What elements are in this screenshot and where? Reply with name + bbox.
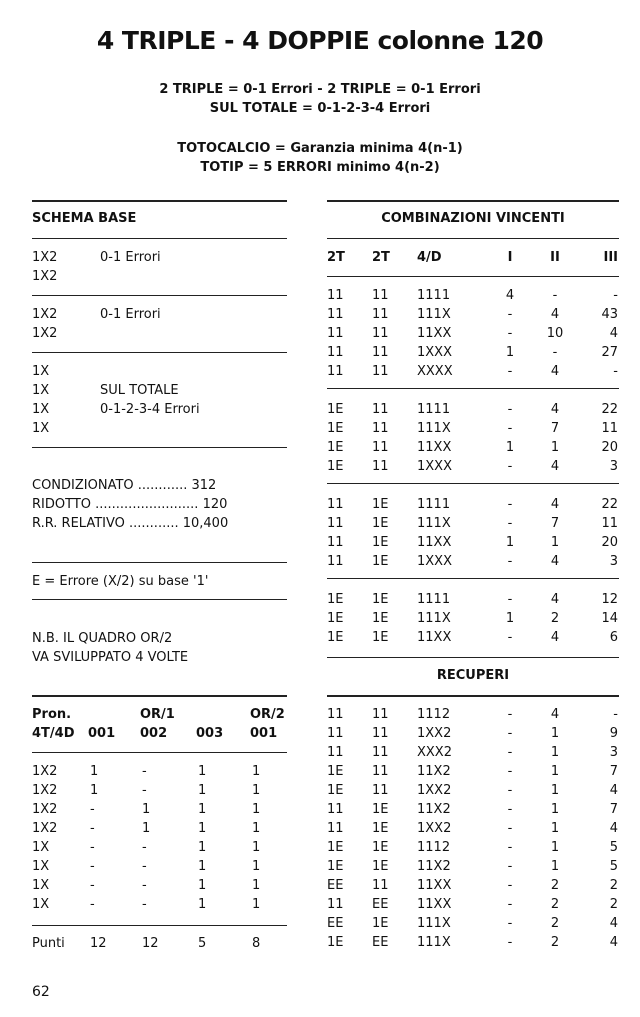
pron-cell: 1	[198, 821, 207, 836]
comb-cell: 3	[609, 459, 618, 474]
recupero-cell: -	[507, 935, 513, 950]
stat-rr-relativo: R.R. RELATIVO ............ 10,400	[32, 516, 229, 531]
comb-cell: 11	[327, 288, 344, 303]
comb-colhead: 2T	[327, 250, 345, 265]
comb-cell: -	[507, 592, 513, 607]
recupero-cell: 1XX2	[417, 726, 452, 741]
pron-row-label: 1X	[32, 859, 50, 874]
pron-cell: 1	[252, 802, 261, 817]
recupero-cell: 5	[609, 840, 618, 855]
comb-cell: 1E	[327, 402, 344, 417]
divider	[327, 238, 619, 239]
comb-cell: 1111	[417, 497, 451, 512]
comb-cell: -	[507, 516, 513, 531]
comb-colhead: 4/D	[417, 250, 442, 265]
recupero-cell: -	[507, 916, 513, 931]
comb-cell: 1111	[417, 592, 451, 607]
comb-cell: 1	[505, 535, 515, 550]
recupero-cell: 1E	[372, 859, 389, 874]
recupero-cell: 11	[327, 745, 344, 760]
recupero-cell: 1E	[372, 802, 389, 817]
pron-row-label: 1X2	[32, 783, 58, 798]
recupero-cell: 4	[609, 916, 618, 931]
recupero-cell: EE	[372, 897, 389, 912]
pron-cell: 1	[252, 821, 261, 836]
comb-colhead: I	[507, 250, 513, 265]
recupero-cell: 2	[550, 897, 560, 912]
pron-cell: 1	[142, 802, 151, 817]
divider	[327, 657, 619, 658]
divider	[32, 238, 287, 239]
pron-row-label: 1X2	[32, 764, 58, 779]
comb-cell: 11	[601, 516, 618, 531]
pron-row-label: 1X	[32, 897, 50, 912]
comb-cell: 1	[505, 440, 515, 455]
recupero-cell: 11X2	[417, 764, 451, 779]
recupero-cell: 2	[550, 935, 560, 950]
pron-cell: -	[142, 764, 147, 779]
divider	[32, 200, 287, 202]
recupero-cell: 7	[609, 764, 618, 779]
recupero-cell: 5	[609, 859, 618, 874]
comb-cell: 11	[327, 345, 344, 360]
recupero-cell: 11	[327, 802, 344, 817]
recupero-cell: 11	[327, 726, 344, 741]
recupero-cell: 11	[327, 707, 344, 722]
comb-colhead: III	[603, 250, 618, 265]
comb-cell: 1E	[372, 630, 389, 645]
comb-cell: 1E	[327, 592, 344, 607]
comb-cell: 11	[327, 516, 344, 531]
recupero-cell: 11X2	[417, 859, 451, 874]
punti-cell: 5	[198, 936, 207, 951]
comb-cell: 1E	[372, 497, 389, 512]
schema-header: SCHEMA BASE	[32, 211, 137, 226]
comb-header: COMBINAZIONI VINCENTI	[381, 211, 565, 226]
recuperi-header: RECUPERI	[436, 668, 510, 683]
punti-label: Punti	[32, 936, 65, 951]
pron-row-label: 1X2	[32, 802, 58, 817]
or1-head: OR/1	[140, 707, 175, 722]
comb-cell: 1E	[327, 421, 344, 436]
recupero-cell: 11	[372, 726, 389, 741]
comb-cell: 11	[372, 326, 389, 341]
pron-row-label: 1X	[32, 840, 50, 855]
pron-cell: 1	[252, 783, 261, 798]
recupero-cell: 11XX	[417, 897, 452, 912]
recupero-cell: 1	[550, 764, 560, 779]
comb-cell: 6	[609, 630, 618, 645]
recupero-cell: 1E	[327, 859, 344, 874]
recupero-cell: 11XX	[417, 878, 452, 893]
pron-cell: 1	[198, 897, 207, 912]
comb-cell: 1XXX	[417, 345, 452, 360]
comb-cell: -	[507, 630, 513, 645]
comb-cell: 11	[372, 459, 389, 474]
pron-cell: 1	[90, 764, 99, 779]
subtitle-line-2: SUL TOTALE = 0-1-2-3-4 Errori	[209, 101, 431, 116]
recupero-cell: 1	[550, 802, 560, 817]
pron-colhead: 001	[88, 726, 116, 741]
pron-cell: -	[90, 821, 95, 836]
nb-line: N.B. IL QUADRO OR/2	[32, 631, 173, 646]
comb-cell: 1E	[372, 554, 389, 569]
recupero-cell: 1E	[327, 764, 344, 779]
recupero-cell: -	[507, 821, 513, 836]
comb-cell: 1E	[327, 630, 344, 645]
comb-cell: 4	[505, 288, 515, 303]
pron-cell: -	[142, 783, 147, 798]
divider	[327, 578, 619, 579]
recupero-cell: -	[507, 707, 513, 722]
comb-cell: 1111	[417, 288, 451, 303]
comb-cell: 111X	[417, 421, 451, 436]
schema-note: 0-1 Errori	[100, 307, 161, 322]
pron-cell: -	[142, 897, 147, 912]
divider	[327, 276, 619, 277]
comb-cell: 1E	[372, 611, 389, 626]
recupero-cell: 1112	[417, 707, 451, 722]
pron-colhead: 4T/4D	[32, 726, 75, 741]
recupero-cell: 11	[372, 745, 389, 760]
punti-cell: 12	[90, 936, 107, 951]
recupero-cell: 4	[609, 821, 618, 836]
nb-line: VA SVILUPPATO 4 VOLTE	[32, 650, 189, 665]
comb-cell: -	[507, 554, 513, 569]
recupero-cell: 2	[550, 916, 560, 931]
recupero-cell: -	[507, 783, 513, 798]
comb-cell: 1XXX	[417, 459, 452, 474]
page-title: 4 TRIPLE - 4 DOPPIE colonne 120	[96, 26, 544, 55]
recupero-cell: 1XX2	[417, 821, 452, 836]
comb-cell: 4	[550, 497, 560, 512]
stat-condizionato: CONDIZIONATO ............ 312	[32, 478, 217, 493]
comb-cell: 11XX	[417, 440, 452, 455]
divider	[32, 562, 287, 563]
recupero-cell: 1	[550, 821, 560, 836]
schema-row: 1X2	[32, 250, 58, 265]
pron-cell: 1	[198, 840, 207, 855]
schema-row: 1X	[32, 364, 50, 379]
recupero-cell: 1E	[327, 935, 344, 950]
comb-cell: 43	[601, 307, 618, 322]
comb-cell: 20	[601, 535, 618, 550]
pron-colhead: 001	[250, 726, 278, 741]
schema-row: 1X	[32, 421, 50, 436]
recupero-cell: 2	[550, 878, 560, 893]
divider	[32, 295, 287, 296]
comb-cell: 11XX	[417, 326, 452, 341]
comb-cell: 7	[550, 421, 560, 436]
recupero-cell: -	[507, 726, 513, 741]
comb-cell: 1E	[372, 535, 389, 550]
subtitle-line-3: TOTOCALCIO = Garanzia minima 4(n-1)	[177, 141, 463, 156]
recupero-cell: 11	[372, 764, 389, 779]
comb-cell: 4	[550, 307, 560, 322]
recupero-cell: 1E	[372, 840, 389, 855]
comb-cell: 3	[609, 554, 618, 569]
recupero-cell: 9	[609, 726, 618, 741]
comb-cell: -	[613, 288, 618, 303]
pron-cell: 1	[198, 878, 207, 893]
recupero-cell: 1112	[417, 840, 451, 855]
comb-cell: 10	[546, 326, 564, 341]
comb-cell: 11	[372, 307, 389, 322]
comb-cell: 1E	[372, 516, 389, 531]
comb-cell: 22	[601, 497, 618, 512]
comb-cell: 111X	[417, 307, 451, 322]
comb-cell: 11	[327, 326, 344, 341]
recupero-cell: 11	[372, 707, 389, 722]
schema-note: 0-1-2-3-4 Errori	[100, 402, 200, 417]
comb-cell: -	[507, 497, 513, 512]
comb-cell: 1E	[372, 592, 389, 607]
subtitle-line-4: TOTIP = 5 ERRORI minimo 4(n-2)	[200, 160, 440, 175]
comb-cell: 7	[550, 516, 560, 531]
comb-cell: 11	[327, 364, 344, 379]
comb-cell: -	[507, 421, 513, 436]
comb-cell: 1	[550, 440, 560, 455]
recupero-cell: 111X	[417, 916, 451, 931]
pron-cell: -	[142, 859, 147, 874]
divider	[327, 695, 619, 697]
recupero-cell: 1	[550, 726, 560, 741]
pron-cell: -	[142, 878, 147, 893]
comb-cell: 1111	[417, 402, 451, 417]
pron-cell: -	[90, 840, 95, 855]
comb-cell: 11	[372, 288, 389, 303]
comb-cell: 22	[601, 402, 618, 417]
pron-cell: -	[90, 859, 95, 874]
recupero-cell: -	[507, 878, 513, 893]
recupero-cell: 11	[372, 878, 389, 893]
comb-cell: 1	[505, 611, 515, 626]
recupero-cell: -	[613, 707, 618, 722]
comb-cell: 111X	[417, 611, 451, 626]
comb-cell: 11	[327, 535, 344, 550]
comb-cell: 1E	[327, 440, 344, 455]
comb-colhead: II	[550, 250, 560, 265]
comb-cell: 20	[601, 440, 618, 455]
comb-cell: 1E	[327, 611, 344, 626]
recupero-cell: EE	[372, 935, 389, 950]
recupero-cell: 2	[609, 897, 618, 912]
pron-cell: 1	[252, 764, 261, 779]
comb-cell: 11	[327, 307, 344, 322]
comb-cell: -	[507, 326, 513, 341]
comb-cell: -	[507, 364, 513, 379]
comb-cell: 1	[550, 535, 560, 550]
comb-cell: 2	[550, 611, 560, 626]
comb-cell: 4	[550, 459, 560, 474]
comb-cell: -	[552, 345, 558, 360]
pron-colhead: 003	[196, 726, 224, 741]
page-number: 62	[32, 984, 50, 1000]
comb-cell: 1XXX	[417, 554, 452, 569]
pron-cell: 1	[198, 859, 207, 874]
pron-cell: 1	[198, 802, 207, 817]
recupero-cell: 4	[609, 935, 618, 950]
comb-cell: -	[507, 307, 513, 322]
recupero-cell: 1XX2	[417, 783, 452, 798]
comb-cell: 11	[327, 497, 344, 512]
subtitle-line-1: 2 TRIPLE = 0-1 Errori - 2 TRIPLE = 0-1 Errori	[159, 82, 481, 97]
recupero-cell: -	[507, 745, 513, 760]
comb-cell: 4	[550, 554, 560, 569]
divider	[327, 483, 619, 484]
recupero-cell: 111X	[417, 935, 451, 950]
comb-cell: -	[507, 459, 513, 474]
pron-cell: -	[142, 840, 147, 855]
schema-row: 1X2	[32, 269, 58, 284]
comb-cell: 11	[372, 440, 389, 455]
comb-cell: 11	[601, 421, 618, 436]
errore-note: E = Errore (X/2) su base '1'	[32, 574, 209, 589]
comb-cell: 14	[601, 611, 618, 626]
recupero-cell: 1E	[372, 916, 389, 931]
comb-cell: -	[507, 402, 513, 417]
comb-cell: 11	[372, 421, 389, 436]
recupero-cell: 1	[550, 783, 560, 798]
comb-cell: 4	[550, 364, 560, 379]
comb-cell: -	[552, 288, 558, 303]
recupero-cell: 1	[550, 745, 560, 760]
recupero-cell: 1E	[372, 821, 389, 836]
recupero-cell: EE	[327, 916, 344, 931]
recupero-cell: 11	[327, 897, 344, 912]
pron-cell: 1	[252, 878, 261, 893]
recupero-cell: 11	[327, 821, 344, 836]
comb-cell: 11	[372, 345, 389, 360]
schema-row: 1X2	[32, 307, 58, 322]
comb-cell: -	[613, 364, 618, 379]
recupero-cell: EE	[327, 878, 344, 893]
or2-head: OR/2	[250, 707, 285, 722]
comb-cell: 27	[601, 345, 618, 360]
recupero-cell: 4	[550, 707, 560, 722]
comb-cell: 1	[505, 345, 515, 360]
recupero-cell: 1E	[327, 840, 344, 855]
divider	[32, 752, 287, 753]
pron-cell: 1	[90, 783, 99, 798]
recupero-cell: -	[507, 859, 513, 874]
comb-colhead: 2T	[372, 250, 390, 265]
recupero-cell: 4	[609, 783, 618, 798]
pron-row-label: 1X2	[32, 821, 58, 836]
comb-cell: 4	[550, 592, 560, 607]
stat-ridotto: RIDOTTO ......................... 120	[32, 497, 228, 512]
pron-cell: 1	[198, 783, 207, 798]
comb-cell: XXXX	[417, 364, 453, 379]
comb-cell: 4	[609, 326, 618, 341]
divider	[32, 695, 287, 697]
comb-cell: 11	[327, 554, 344, 569]
recupero-cell: 3	[609, 745, 618, 760]
schema-row: 1X	[32, 383, 50, 398]
pron-colhead: 002	[140, 726, 168, 741]
pron-cell: -	[90, 878, 95, 893]
schema-row: 1X2	[32, 326, 58, 341]
recupero-cell: 11	[372, 783, 389, 798]
divider	[32, 447, 287, 448]
comb-cell: 11XX	[417, 630, 452, 645]
recupero-cell: 7	[609, 802, 618, 817]
recupero-cell: -	[507, 897, 513, 912]
recupero-cell: -	[507, 840, 513, 855]
recupero-cell: -	[507, 764, 513, 779]
pron-row-label: 1X	[32, 878, 50, 893]
pron-cell: 1	[142, 821, 151, 836]
recupero-cell: 2	[609, 878, 618, 893]
schema-note: 0-1 Errori	[100, 250, 161, 265]
pron-cell: -	[90, 897, 95, 912]
recupero-cell: XXX2	[417, 745, 452, 760]
divider	[32, 599, 287, 600]
comb-cell: 4	[550, 630, 560, 645]
recupero-cell: 1E	[327, 783, 344, 798]
divider	[32, 352, 287, 353]
recupero-cell: 1	[550, 840, 560, 855]
recupero-cell: 11X2	[417, 802, 451, 817]
pron-cell: 1	[252, 859, 261, 874]
comb-cell: 11XX	[417, 535, 452, 550]
recupero-cell: 1	[550, 859, 560, 874]
pron-cell: -	[90, 802, 95, 817]
divider	[327, 200, 619, 202]
pron-head: Pron.	[32, 707, 72, 722]
comb-cell: 11	[372, 402, 389, 417]
punti-cell: 12	[142, 936, 159, 951]
comb-cell: 11	[372, 364, 389, 379]
divider	[327, 388, 619, 389]
schema-row: 1X	[32, 402, 50, 417]
comb-cell: 111X	[417, 516, 451, 531]
divider	[32, 925, 287, 926]
pron-cell: 1	[198, 764, 207, 779]
punti-cell: 8	[252, 936, 261, 951]
schema-note: SUL TOTALE	[100, 383, 179, 398]
pron-cell: 1	[252, 897, 261, 912]
recupero-cell: -	[507, 802, 513, 817]
comb-cell: 4	[550, 402, 560, 417]
comb-cell: 1E	[327, 459, 344, 474]
comb-cell: 12	[601, 592, 618, 607]
pron-cell: 1	[252, 840, 261, 855]
